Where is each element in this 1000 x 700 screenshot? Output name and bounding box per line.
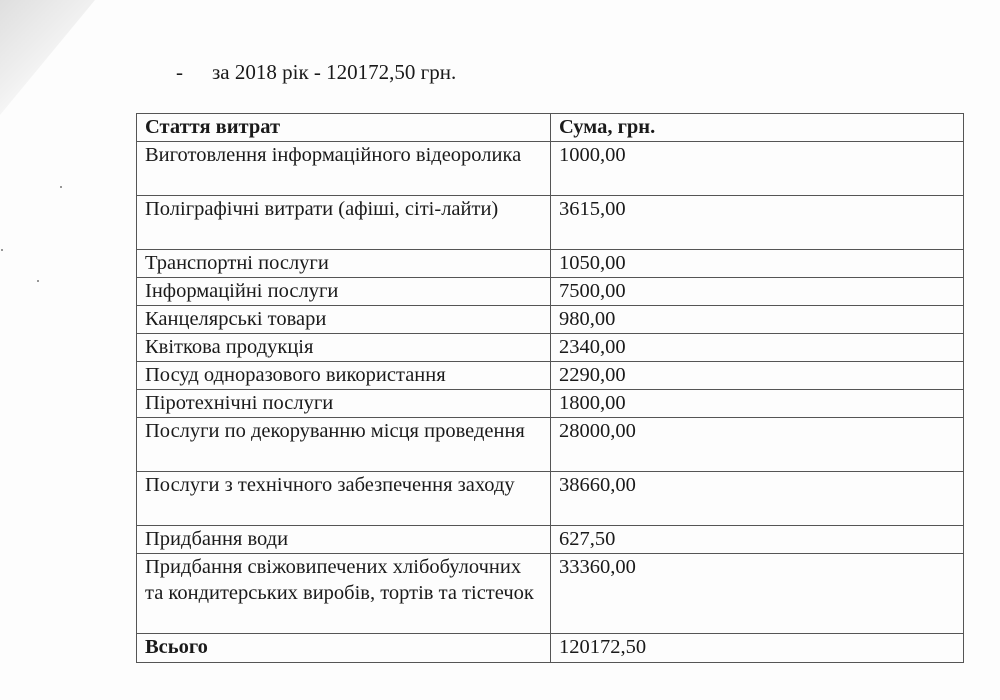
expense-amount-cell: 980,00	[551, 306, 964, 334]
table-header-row	[137, 114, 964, 142]
total-amount: 120172,50	[551, 634, 964, 663]
scanned-page-fold-shadow	[0, 0, 95, 115]
expense-item-cell: Придбання води	[137, 526, 551, 554]
expense-amount-cell: 7500,00	[551, 278, 964, 306]
expense-item-cell: Послуги з технічного забезпечення заходу	[137, 472, 551, 526]
expense-amount-cell: 2340,00	[551, 334, 964, 362]
expense-amount-cell: 38660,00	[551, 472, 964, 526]
expense-item-cell: Транспортні послуги	[137, 250, 551, 278]
expense-amount-cell: 28000,00	[551, 418, 964, 472]
table-row	[137, 250, 964, 278]
scan-speck	[37, 280, 39, 282]
expense-amount-cell: 3615,00	[551, 196, 964, 250]
table-row	[137, 362, 964, 390]
year-total-text: за 2018 рік - 120172,50 грн.	[212, 60, 457, 84]
expense-item-cell: Квіткова продукція	[137, 334, 551, 362]
table-row	[137, 334, 964, 362]
expense-item-cell: Піротехнічні послуги	[137, 390, 551, 418]
list-bullet: -	[176, 60, 183, 84]
table-row	[137, 278, 964, 306]
table-row	[137, 554, 964, 634]
expense-item-cell: Канцелярські товари	[137, 306, 551, 334]
expense-item-cell: Послуги по декоруванню місця проведення	[137, 418, 551, 472]
expense-item-cell: Посуд одноразового використання	[137, 362, 551, 390]
scan-speck	[60, 186, 62, 188]
expense-item-cell: Виготовлення інформаційного відеоролика	[137, 142, 551, 196]
expense-item-cell: Поліграфічні витрати (афіші, сіті-лайти)	[137, 196, 551, 250]
expense-amount-cell: 2290,00	[551, 362, 964, 390]
expense-amount-cell: 1000,00	[551, 142, 964, 196]
scan-speck	[1, 249, 3, 251]
table-row	[137, 306, 964, 334]
expense-item-cell: Інформаційні послуги	[137, 278, 551, 306]
table-row	[137, 390, 964, 418]
expense-amount-cell: 33360,00	[551, 554, 964, 634]
table-row	[137, 526, 964, 554]
header-expense-item: Стаття витрат	[137, 114, 551, 142]
header-amount: Сума, грн.	[551, 114, 964, 142]
expense-amount-cell: 627,50	[551, 526, 964, 554]
total-label: Всього	[137, 634, 551, 663]
expense-item-cell: Придбання свіжовипечених хлібобулочних та кондитерських виробів, тортів та тістечок	[137, 554, 551, 634]
table-row	[137, 472, 964, 526]
year-total-line	[176, 59, 456, 85]
table-total-row	[137, 634, 964, 663]
table-row	[137, 418, 964, 472]
expense-amount-cell: 1800,00	[551, 390, 964, 418]
expense-amount-cell: 1050,00	[551, 250, 964, 278]
table-row	[137, 142, 964, 196]
table-row	[137, 196, 964, 250]
expenses-table	[136, 113, 964, 663]
